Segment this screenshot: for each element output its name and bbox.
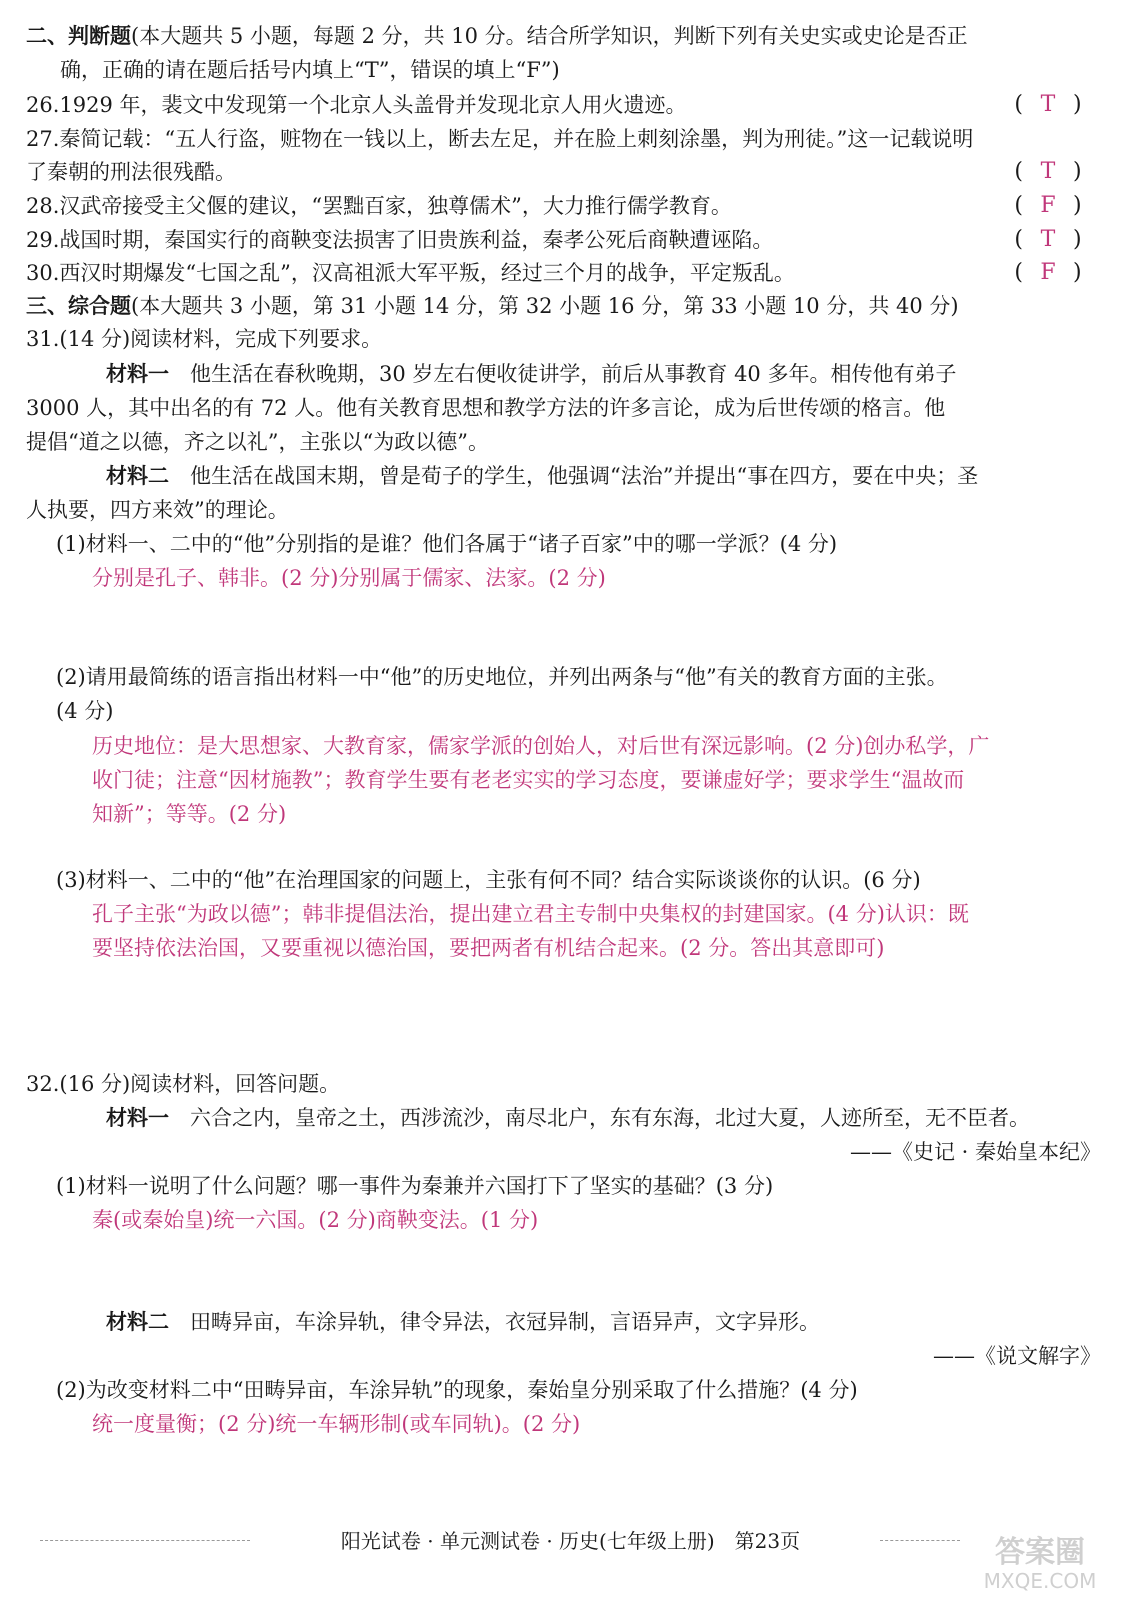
- q32-material-2: [106, 1308, 820, 1336]
- q32-material-1-label: 材料一: [106, 1105, 169, 1130]
- judge-q29-answer: T: [1040, 227, 1056, 252]
- q31-answer-2-line-2: 收门徒；注意“因材施教”；教育学生要有老老实实的学习态度，要谦虚好学；要求学生“温故而: [92, 768, 965, 792]
- judge-q27-line-2: 了秦朝的刑法很残酷。: [26, 160, 236, 184]
- judge-q30: 30.西汉时期爆发“七国之乱”，汉高祖派大军平叛，经过三个月的战争，平定叛乱。: [26, 261, 795, 285]
- judge-q26: 26.1929 年，裴文中发现第一个北京人头盖骨并发现北京人用火遗迹。: [26, 93, 687, 117]
- section-2-desc-2: 确，正确的请在题后括号内填上“T”，错误的填上“F”): [60, 58, 560, 82]
- section-2-line-1: [26, 22, 968, 50]
- q31-material-2-line-2: 人执要，四方来效”的理论。: [26, 498, 289, 522]
- q31-answer-2-line-1: 历史地位：是大思想家、大教育家，儒家学派的创始人，对后世有深远影响。(2 分)创办私学，广: [92, 734, 990, 758]
- q31-question-2-line-1: (2)请用最简练的语言指出材料一中“他”的历史地位，并列出两条与“他”有关的教育方面的主张。: [56, 665, 948, 689]
- q32-question-2: (2)为改变材料二中“田畴异亩，车涂异轨”的现象，秦始皇分别采取了什么措施？(4 分): [56, 1378, 858, 1402]
- q31-material-2-text-1: 他生活在战国末期，曾是荀子的学生，他强调“法治”并提出“事在四方，要在中央；圣: [190, 464, 979, 488]
- q31-question-3: (3)材料一、二中的“他”在治理国家的问题上，主张有何不同？结合实际谈谈你的认识。(6 分): [56, 868, 921, 892]
- q31-question-2-line-2: (4 分): [56, 699, 114, 723]
- q32-material-1-text: 六合之内，皇帝之土，西涉流沙，南尽北户，东有东海，北过大夏，人迹所至，无不臣者。: [190, 1106, 1030, 1130]
- q31-material-1-label: 材料一: [106, 361, 169, 386]
- q31-material-1-line-1: [106, 360, 956, 388]
- q31-material-1-line-2: 3000 人，其中出名的有 72 人。他有关教育思想和教学方法的许多言论，成为后世传颂的格言。他: [26, 396, 946, 420]
- judge-q27-line-1: 27.秦简记载：“五人行盗，赃物在一钱以上，断去左足，并在脸上刺刻涂墨，判为刑徒。”这一记载说明: [26, 127, 974, 151]
- judge-q26-mark: ( T ): [1014, 92, 1082, 117]
- q31-heading: 31.(14 分)阅读材料，完成下列要求。: [26, 327, 383, 351]
- section-3-title: 三、综合题: [26, 293, 131, 318]
- section-3-line: [26, 292, 959, 320]
- q32-material-1: [106, 1104, 1030, 1132]
- q31-answer-3-line-1: 孔子主张“为政以德”；韩非提倡法治，提出建立君主专制中央集权的封建国家。(4 分)认识：既: [92, 902, 969, 926]
- judge-q27-answer: T: [1040, 159, 1056, 184]
- q32-question-1: (1)材料一说明了什么问题？哪一事件为秦兼并六国打下了坚实的基础？(3 分): [56, 1174, 774, 1198]
- q32-material-2-source: ——《说文解字》: [933, 1344, 1101, 1368]
- judge-q28-answer: F: [1040, 193, 1056, 218]
- q32-heading: 32.(16 分)阅读材料，回答问题。: [26, 1072, 341, 1096]
- section-2-desc: (本大题共 5 小题，每题 2 分，共 10 分。结合所学知识，判断下列有关史实或史论是否正: [131, 24, 968, 48]
- q32-material-2-text: 田畴异亩，车涂异轨，律令异法，衣冠异制，言语异声，文字异形。: [190, 1310, 820, 1334]
- watermark-logo: [955, 1528, 1125, 1594]
- q32-answer-1: 秦(或秦始皇)统一六国。(2 分)商鞅变法。(1 分): [92, 1208, 539, 1232]
- judge-q29: 29.战国时期，秦国实行的商鞅变法损害了旧贵族利益，秦孝公死后商鞅遭诬陷。: [26, 228, 774, 252]
- q32-answer-2: 统一度量衡；(2 分)统一车辆形制(或车同轨)。(2 分): [92, 1412, 581, 1436]
- judge-q28: 28.汉武帝接受主父偃的建议，“罢黜百家，独尊儒术”，大力推行儒学教育。: [26, 194, 732, 218]
- q31-material-2-line-1: [106, 462, 978, 490]
- q31-answer-3-line-2: 要坚持依法治国，又要重视以德治国，要把两者有机结合起来。(2 分。答出其意即可): [92, 936, 885, 960]
- judge-q30-mark: ( F ): [1014, 260, 1082, 285]
- q31-answer-2-line-3: 知新”；等等。(2 分): [92, 802, 287, 826]
- q32-material-1-source: ——《史记 · 秦始皇本纪》: [849, 1140, 1101, 1164]
- q31-question-1: (1)材料一、二中的“他”分别指的是谁？他们各属于“诸子百家”中的哪一学派？(4 分): [56, 532, 838, 556]
- section-2-title: 二、判断题: [26, 23, 131, 48]
- watermark-top: 答案圈: [995, 1535, 1085, 1570]
- q31-material-2-label: 材料二: [106, 463, 169, 488]
- section-3-desc: (本大题共 3 小题，第 31 小题 14 分，第 32 小题 16 分，第 33 小题 10 分，共 40 分): [131, 294, 959, 318]
- q32-material-2-label: 材料二: [106, 1309, 169, 1334]
- q31-material-1-text-1: 他生活在春秋晚期，30 岁左右便收徒讲学，前后从事教育 40 多年。相传他有弟子: [190, 362, 957, 386]
- page-footer: 阳光试卷 · 单元测试卷 · 历史(七年级上册) 第23页: [340, 1529, 801, 1553]
- q31-answer-1: 分别是孔子、韩非。(2 分)分别属于儒家、法家。(2 分): [92, 566, 606, 590]
- judge-q30-answer: F: [1040, 260, 1056, 285]
- watermark-bottom: MXQE.COM: [983, 1569, 1097, 1593]
- judge-q27-mark: ( T ): [1014, 159, 1082, 184]
- judge-q26-answer: T: [1040, 92, 1056, 117]
- judge-q29-mark: ( T ): [1014, 227, 1082, 252]
- q31-material-1-line-3: 提倡“道之以德，齐之以礼”，主张以“为政以德”。: [26, 430, 489, 454]
- judge-q28-mark: ( F ): [1014, 193, 1082, 218]
